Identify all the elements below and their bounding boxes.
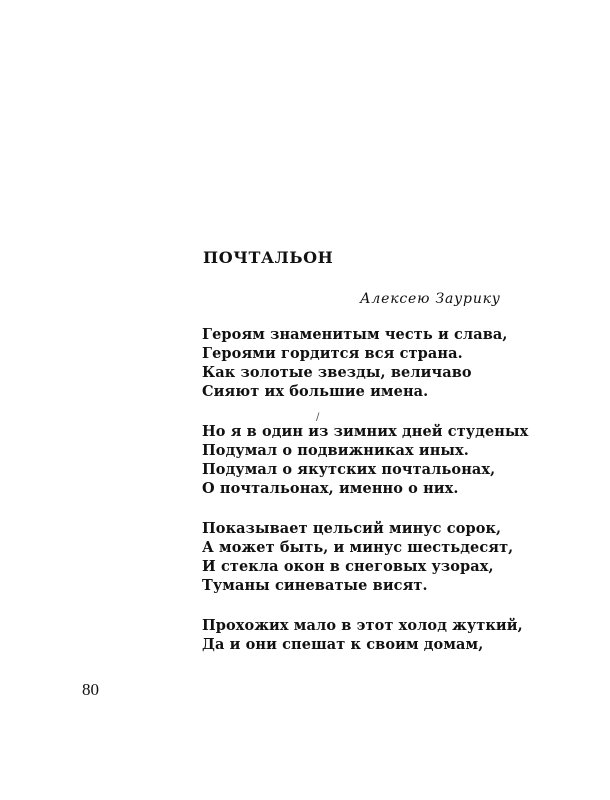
verse-line: Подумал о якутских почтальонах,	[202, 461, 496, 478]
print-speck: /	[316, 412, 320, 423]
verse-line: Как золотые звезды, величаво	[202, 364, 472, 381]
verse-line: Подумал о подвижниках иных.	[202, 442, 469, 459]
verse-line: Героями гордится вся страна.	[202, 345, 463, 362]
page-number: 80	[82, 680, 99, 699]
verse-line: Да и они спешат к своим домам,	[202, 636, 484, 653]
stanza-3	[202, 519, 522, 595]
verse-line: Героям знаменитым честь и слава,	[202, 326, 508, 343]
verse-line: Но я в один из зимних дней студеных	[202, 423, 529, 440]
stanza-2	[202, 422, 529, 498]
verse-line: И стекла окон в снеговых узорах,	[202, 558, 494, 575]
verse-line: О почтальонах, именно о них.	[202, 480, 459, 497]
poem-body	[202, 325, 529, 675]
stanza-4	[202, 616, 522, 654]
verse-line: Прохожих мало в этот холод жуткий,	[202, 617, 523, 634]
verse-line: Туманы синеватые висят.	[202, 577, 428, 594]
verse-line: А может быть, и минус шестьдесят,	[202, 539, 514, 556]
verse-line: Сияют их большие имена.	[202, 383, 429, 400]
verse-line: Показывает цельсий минус сорок,	[202, 520, 502, 537]
dedication: Алексею Заурику	[360, 291, 501, 307]
poem-title: ПОЧТАЛЬОН	[203, 248, 334, 267]
stanza-1	[202, 325, 522, 401]
